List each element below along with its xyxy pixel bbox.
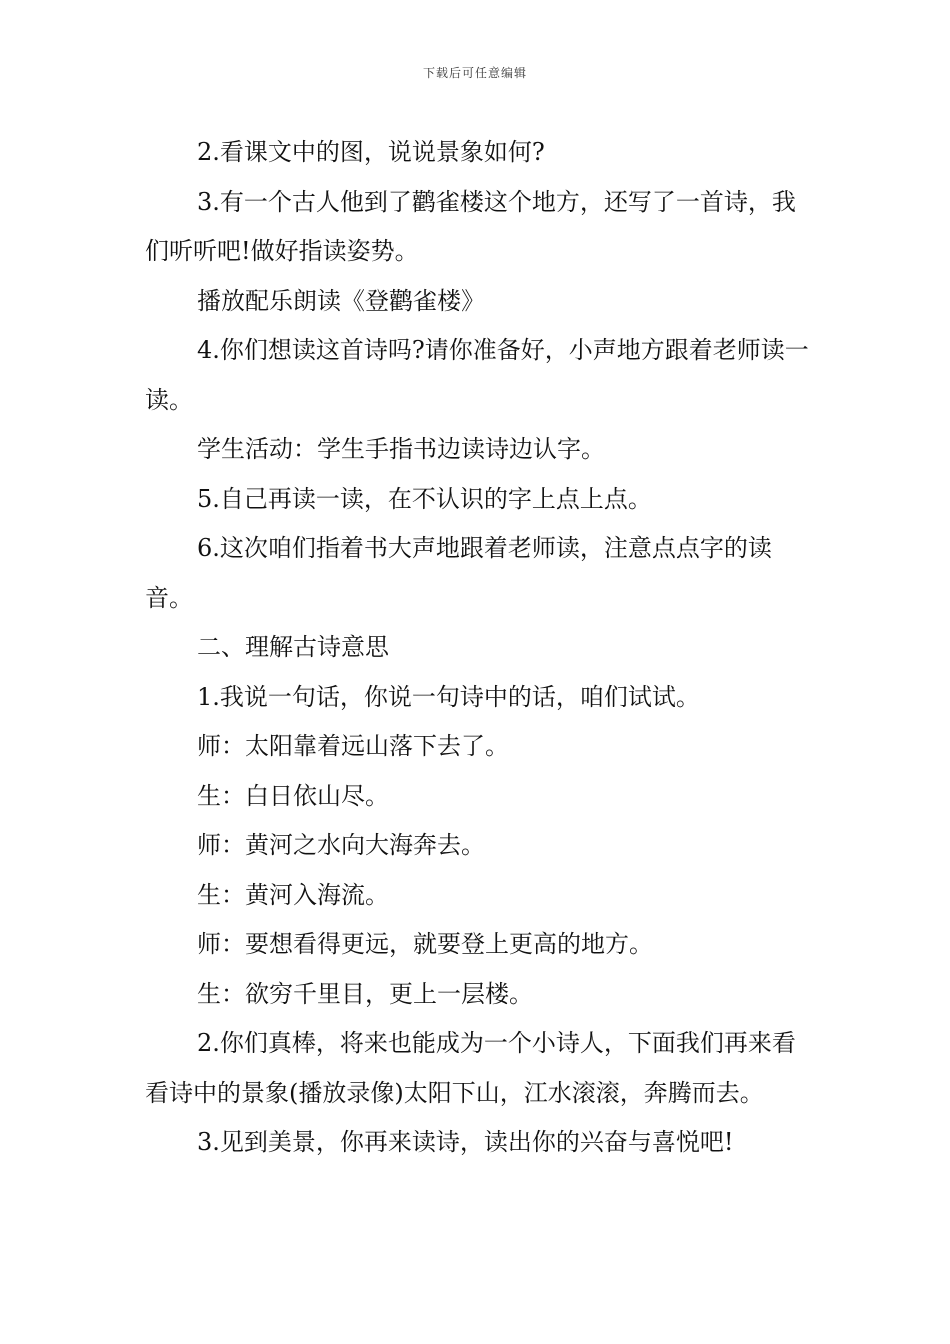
paragraph: 播放配乐朗读《登鹳雀楼》 xyxy=(197,286,485,315)
paragraph: 3.有一个古人他到了鹳雀楼这个地方，还写了一首诗，我们听听吧!做好指读姿势。 xyxy=(145,187,796,265)
document-body xyxy=(145,128,810,1168)
dialogue-line: 师：太阳靠着远山落下去了。 xyxy=(197,732,509,760)
paragraph: 学生活动：学生手指书边读诗边认字。 xyxy=(197,435,605,463)
dialogue-line: 师：黄河之水向大海奔去。 xyxy=(197,831,485,859)
paragraph: 3.见到美景，你再来读诗，读出你的兴奋与喜悦吧! xyxy=(197,1128,734,1156)
paragraph: 2.看课文中的图，说说景象如何? xyxy=(197,138,545,166)
paragraph: 5.自己再读一读，在不认识的字上点上点。 xyxy=(197,484,652,513)
paragraph: 4.你们想读这首诗吗?请你准备好，小声地方跟着老师读一读。 xyxy=(145,336,809,414)
dialogue-line: 生：欲穷千里目，更上一层楼。 xyxy=(197,979,533,1008)
section-heading: 二、理解古诗意思 xyxy=(197,633,389,661)
dialogue-line: 师：要想看得更远，就要登上更高的地方。 xyxy=(197,930,653,958)
dialogue-line: 生：白日依山尽。 xyxy=(197,781,389,810)
paragraph: 6.这次咱们指着书大声地跟着老师读，注意点点字的读音。 xyxy=(145,534,772,612)
dialogue-line: 生：黄河入海流。 xyxy=(197,880,389,909)
paragraph: 2.你们真棒，将来也能成为一个小诗人，下面我们再来看看诗中的景象(播放录像)太阳下山，江水滚滚，奔腾而去。 xyxy=(145,1029,796,1107)
paragraph: 1.我说一句话，你说一句诗中的话，咱们试试。 xyxy=(197,682,700,711)
page-header: 下载后可任意编辑 xyxy=(422,66,527,80)
